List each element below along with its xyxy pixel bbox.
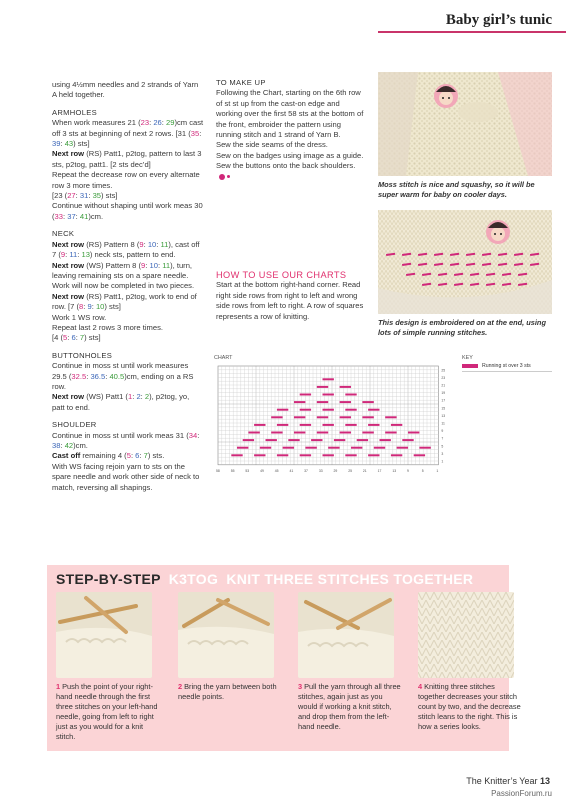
running-stitch-mark (362, 432, 373, 434)
sep: : (75, 191, 80, 201)
chart-col-label: 21 (362, 468, 367, 473)
text: Continue without shaping until work meas 30 ( (52, 201, 203, 221)
shoulder-p3: With WS facing rejoin yarn to sts on the spare needle and work other side of neck to match, reversing all shapings. (52, 461, 200, 492)
step-1-image (56, 592, 152, 678)
sep: : (156, 239, 161, 249)
caption-photo-2: This design is embroidered on at the end, using lots of simple running stitches. (378, 318, 546, 337)
size-2: 9 (60, 250, 66, 260)
chart-col-label: 5 (421, 468, 424, 473)
key-item (462, 363, 531, 369)
watermark: PassionForum.ru (491, 789, 552, 798)
sep: : (86, 371, 91, 381)
end-mark-dot-icon (227, 175, 230, 178)
sep: : (161, 118, 167, 128)
running-stitch-mark (266, 439, 277, 441)
armholes-p3: Repeat the decrease row on every alternate row 3 more times. (52, 170, 200, 190)
photo-moss-stitch (378, 72, 552, 176)
running-stitch-mark (317, 416, 328, 418)
size-4: 40.5 (109, 371, 125, 381)
step-1-text (56, 682, 160, 742)
running-stitch-mark (397, 447, 408, 449)
running-stitch-mark (351, 447, 362, 449)
step-body: Bring the yarn between both needle points. (178, 682, 277, 701)
chart-col-label: 53 (245, 468, 250, 473)
size-3: 37 (67, 211, 76, 221)
neck-r4 (52, 292, 204, 313)
buttonholes-heading: BUTTONHOLES (52, 350, 113, 360)
running-stitch-key-icon (462, 364, 478, 368)
neck-p7 (52, 333, 204, 343)
step-3-image (298, 592, 394, 678)
text: )cm. (73, 441, 88, 450)
armholes-p4 (52, 191, 204, 201)
key-label: KEY (462, 355, 473, 361)
running-stitch-mark (294, 432, 305, 434)
knitting-needles-icon (178, 592, 274, 678)
end-mark-icon (219, 174, 225, 180)
step-body: Push the point of your right-hand needle through the first three stitches on your left-hand needle, going from left to right just as you would for a knit stitch. (56, 682, 158, 741)
sep: : (65, 250, 70, 260)
size-2: 33 (54, 211, 63, 221)
running-stitch-mark (300, 424, 311, 426)
intro-text: using 4½mm needles and 2 strands of Yarn A held together. (52, 80, 199, 100)
chart-col-label: 49 (260, 468, 264, 473)
running-stitch-mark (334, 439, 345, 441)
header-rule (378, 31, 566, 33)
running-stitch-mark (345, 424, 356, 426)
chart-row-label: 5 (441, 444, 444, 449)
neck-p5: Work 1 WS row. (52, 312, 107, 322)
running-stitch-mark (323, 424, 334, 426)
running-stitch-mark (254, 454, 265, 456)
running-stitch-mark (237, 447, 248, 449)
running-stitch-mark (362, 401, 373, 403)
sep: : (62, 211, 68, 221)
step-body: Pull the yarn through all three stitches, again just as you would if working a knit stitch, and drop them from the left-hand needle. (298, 682, 401, 731)
chart-col-label: 25 (348, 468, 353, 473)
chart-col-label: 29 (333, 468, 338, 473)
neck-p6: Repeat last 2 rows 3 more times. (52, 322, 163, 332)
size-4: 2 (144, 392, 150, 402)
running-stitch-mark (317, 432, 328, 434)
text: (RS) Patt1, p2tog, pattern to last 3 sts, p2tog, patt1. [2 sts dec’d] (52, 149, 202, 169)
text: [4 ( (52, 333, 63, 343)
sep: : (60, 441, 65, 450)
page-footer (466, 776, 550, 786)
chart-row-label: 19 (441, 391, 446, 396)
row-label: Cast off (52, 451, 81, 461)
row-label: Next row (52, 239, 85, 249)
text: When work measures 21 ( (52, 118, 141, 128)
running-stitch-mark (340, 386, 351, 388)
running-stitch-mark (300, 409, 311, 411)
size-3: 10 (149, 260, 158, 270)
size-4: 11 (160, 239, 169, 249)
chart-col-label: 1 (436, 468, 439, 473)
size-2: 27 (67, 191, 76, 201)
step-body: Knitting three stitches together decreases your stitch count by two, and the decrease stitch leans to the right. This is how a series looks. (418, 682, 521, 731)
size-2: 9 (139, 239, 144, 249)
size-3: 10 (147, 239, 157, 249)
running-stitch-mark (317, 401, 328, 403)
running-stitch-mark (345, 454, 356, 456)
sep: : (75, 333, 80, 343)
step-4-text (418, 682, 522, 732)
running-stitch-mark (254, 424, 265, 426)
text: ), turn, leaving remaining sts on a spare needle. (52, 260, 193, 280)
size-4: 11 (162, 260, 171, 270)
sep: : (91, 302, 96, 312)
size-3: 9 (87, 302, 92, 312)
chart-label: CHART (214, 355, 233, 361)
text: ) sts] (101, 191, 118, 201)
sbs-prefix: STEP-BY-STEP (56, 571, 161, 587)
step-2-image (178, 592, 274, 678)
size-2: 34 (188, 430, 198, 440)
size-4: 7 (143, 451, 148, 461)
step-by-step-title (56, 571, 473, 587)
chart-col-label: 41 (289, 468, 294, 473)
size-2: 5 (62, 333, 68, 343)
moss-stitch-photo-icon (378, 72, 552, 176)
text: )cm, ending on a RS row. (52, 371, 194, 391)
row-label: Next row (52, 392, 85, 402)
text: )cm cast off 3 sts at beginning of next 2 rows. [31 ( (52, 118, 204, 138)
text: [23 ( (52, 191, 68, 201)
running-stitch-mark (323, 378, 334, 380)
sep: : (132, 392, 137, 402)
row-label: Next row (52, 260, 85, 270)
makeup-heading: TO MAKE UP (216, 78, 266, 87)
running-stitch-mark (317, 386, 328, 388)
chart-row-label: 13 (441, 413, 446, 418)
running-stitch-mark (419, 447, 430, 449)
chart-col-label: 37 (304, 468, 308, 473)
chart-col-label: 45 (274, 468, 279, 473)
running-stitch-mark (323, 394, 334, 396)
magazine-name: The Knitter’s Year (466, 776, 538, 786)
size-2: 35 (190, 128, 200, 138)
size-4: 13 (81, 250, 90, 260)
running-stitch-mark (345, 394, 356, 396)
chart-row-label: 21 (441, 383, 446, 388)
running-stitch-mark (368, 454, 379, 456)
sep: : (157, 260, 163, 270)
text: ) sts] (104, 302, 121, 312)
sbs-code: K3TOG (168, 571, 219, 587)
running-stitch-mark (288, 439, 299, 441)
step-number: 3 (298, 682, 303, 691)
text: ) neck sts, pattern to end. (89, 250, 176, 260)
sep: : (139, 451, 144, 461)
charts-howto (216, 270, 366, 322)
running-stitch-mark (248, 432, 259, 434)
armholes-p5 (52, 201, 204, 222)
size-3: 38 (52, 441, 61, 450)
photo-embroidery (378, 210, 552, 314)
shoulder-heading: SHOULDER (52, 420, 97, 430)
chart-row-label: 15 (441, 406, 446, 411)
size-3: 11 (69, 250, 78, 260)
text: (WS) Pattern 8 ( (84, 260, 142, 270)
running-stitch-mark (408, 432, 419, 434)
size-3: 6 (71, 333, 76, 343)
text: )cm. (88, 211, 104, 221)
running-stitch-mark (362, 416, 373, 418)
running-stitch-mark (277, 409, 288, 411)
key-item-label: Running st over 3 sts (482, 363, 531, 369)
running-stitch-mark (340, 432, 351, 434)
knitted-fabric-icon (418, 592, 514, 678)
size-2: 5 (126, 451, 131, 461)
sep: : (143, 239, 148, 249)
page-number: 13 (539, 776, 550, 786)
running-stitch-mark (271, 432, 282, 434)
running-stitch-mark (340, 416, 351, 418)
embroidery-chart (214, 364, 454, 526)
sep: : (105, 371, 110, 381)
chart-row-label: 17 (441, 398, 446, 403)
neck-p3: Work will now be completed in two pieces. (52, 281, 195, 291)
size-4: 43 (64, 139, 74, 149)
charts-p1: Start at the bottom right-hand corner. Read right side rows from right to left and wrong side rows from left to right. A row of squares represents a row of knitting. (216, 280, 364, 321)
step-number: 4 (418, 682, 423, 691)
size-4: 29 (166, 118, 175, 128)
running-stitch-mark (323, 454, 334, 456)
text: (WS) Patt1 ( (84, 392, 128, 402)
size-3: 6 (135, 451, 140, 461)
charts-heading: HOW TO USE OUR CHARTS (216, 270, 347, 280)
sep: : (60, 139, 65, 149)
running-stitch-mark (243, 439, 254, 441)
sep: : (199, 128, 202, 138)
chart-col-label: 13 (392, 468, 397, 473)
running-stitch-mark (300, 454, 311, 456)
shoulder-r2 (52, 451, 204, 461)
size-2: 1 (127, 392, 133, 402)
buttonholes-r2 (52, 392, 204, 413)
chart-row-label: 9 (441, 429, 444, 434)
makeup-p1: Following the Chart, starting on the 6th row of st st up from the cast-on edge and working over the first 58 sts at the bottom of the front, embroider the pattern using running stitch and 1 strand of Yarn B. (216, 88, 364, 140)
pattern-column-2 (216, 78, 366, 182)
neck-r2 (52, 261, 204, 282)
text: ) sts. (147, 451, 165, 461)
text: ), p2tog, yo, patt to end. (52, 392, 190, 412)
sep: : (145, 260, 150, 270)
sep: : (88, 191, 93, 201)
size-3: 36.5 (90, 371, 106, 381)
chart-row-label: 3 (441, 451, 444, 456)
sep: : (77, 250, 82, 260)
running-stitch-mark (340, 401, 351, 403)
chart-col-label: 17 (377, 468, 382, 473)
knitting-needles-icon (298, 592, 394, 678)
running-stitch-mark (277, 454, 288, 456)
sep: : (130, 451, 136, 461)
size-4: 35 (92, 191, 102, 201)
chart-row-label: 1 (441, 459, 444, 464)
size-2: 9 (141, 260, 146, 270)
shoulder-p1 (52, 431, 204, 452)
text: remaining 4 ( (80, 451, 127, 461)
running-stitch-mark (311, 439, 322, 441)
chart-row-label: 11 (441, 421, 445, 426)
text: (RS) Patt1, p2tog, work to end of row. [7 ( (52, 291, 197, 312)
running-stitch-mark (294, 416, 305, 418)
pattern-column-1 (52, 80, 204, 493)
running-stitch-mark (357, 439, 368, 441)
size-3: 26 (153, 118, 162, 128)
makeup-p3 (216, 151, 366, 182)
running-stitch-mark (271, 416, 282, 418)
running-stitch-mark (374, 447, 385, 449)
step-4-image (418, 592, 514, 678)
buttonholes-p1 (52, 361, 204, 392)
caption-photo-1: Moss stitch is nice and squashy, so it will be super warm for baby on cooler days. (378, 180, 535, 199)
armholes-p2 (52, 149, 204, 170)
running-stitch-mark (283, 447, 294, 449)
running-stitch-mark (391, 424, 402, 426)
running-stitch-mark (391, 454, 402, 456)
knitting-needles-icon (56, 592, 152, 678)
running-stitch-mark (260, 447, 271, 449)
size-4: 10 (95, 302, 105, 312)
sep: : (149, 118, 154, 128)
size-4: 41 (79, 211, 89, 221)
size-2: 23 (140, 118, 150, 128)
sep: : (140, 392, 145, 402)
step-number: 1 (56, 682, 61, 691)
running-stitch-mark (385, 416, 396, 418)
size-3: 39 (52, 139, 61, 149)
text: ), cast off 7 ( (52, 239, 200, 260)
running-stitch-mark (328, 447, 339, 449)
running-stitch-mark (380, 439, 391, 441)
running-stitch-mark (300, 394, 311, 396)
step-3-text (298, 682, 402, 732)
step-2-text (178, 682, 282, 702)
size-4: 42 (64, 441, 74, 450)
size-2: 8 (79, 302, 84, 312)
step-number: 2 (178, 682, 183, 691)
chart-col-label: 55 (230, 468, 235, 473)
makeup-p2: Sew the side seams of the dress. (216, 140, 328, 150)
size-3: 31 (79, 191, 89, 201)
embroidery-photo-icon (378, 210, 552, 314)
running-stitch-mark (294, 401, 305, 403)
armholes-heading: ARMHOLES (52, 107, 98, 117)
sbs-title-text: KNIT THREE STITCHES TOGETHER (226, 571, 474, 587)
key-divider (462, 371, 552, 372)
text: Continue in moss st until work meas 31 ( (52, 430, 189, 440)
running-stitch-mark (402, 439, 413, 441)
running-stitch-mark (305, 447, 316, 449)
text: ) sts] (73, 139, 90, 149)
size-2: 32.5 (71, 371, 87, 381)
sep: : (197, 430, 200, 440)
running-stitch-mark (368, 424, 379, 426)
running-stitch-mark (385, 432, 396, 434)
neck-r1 (52, 240, 204, 261)
armholes-p1 (52, 118, 204, 149)
chart-row-label: 25 (441, 368, 446, 373)
running-stitch-mark (345, 409, 356, 411)
running-stitch-mark (231, 454, 242, 456)
row-label: Next row (52, 291, 85, 301)
chart-col-label: 33 (318, 468, 323, 473)
running-stitch-mark (414, 454, 425, 456)
neck-heading: NECK (52, 229, 75, 239)
text: ) sts] (84, 333, 101, 343)
running-stitch-mark (368, 409, 379, 411)
running-stitch-mark (323, 409, 334, 411)
sep: : (83, 302, 88, 312)
text: Continue in moss st until work measures 29.5 ( (52, 361, 189, 381)
text: Sew on the badges using image as a guide. Sew the buttons onto the back shoulders. (216, 150, 364, 171)
sep: : (67, 333, 72, 343)
chart-col-label: 9 (407, 468, 409, 473)
text: (RS) Pattern 8 ( (84, 239, 140, 249)
chart-col-label: 58 (216, 468, 220, 473)
size-3: 2 (136, 392, 141, 402)
size-4: 7 (79, 333, 85, 343)
sep: : (75, 211, 80, 221)
chart-row-label: 23 (441, 375, 446, 380)
page-title: Baby girl’s tunic (445, 12, 552, 28)
chart-row-label: 7 (441, 436, 444, 441)
running-stitch-mark (277, 424, 288, 426)
row-label: Next row (52, 149, 85, 159)
